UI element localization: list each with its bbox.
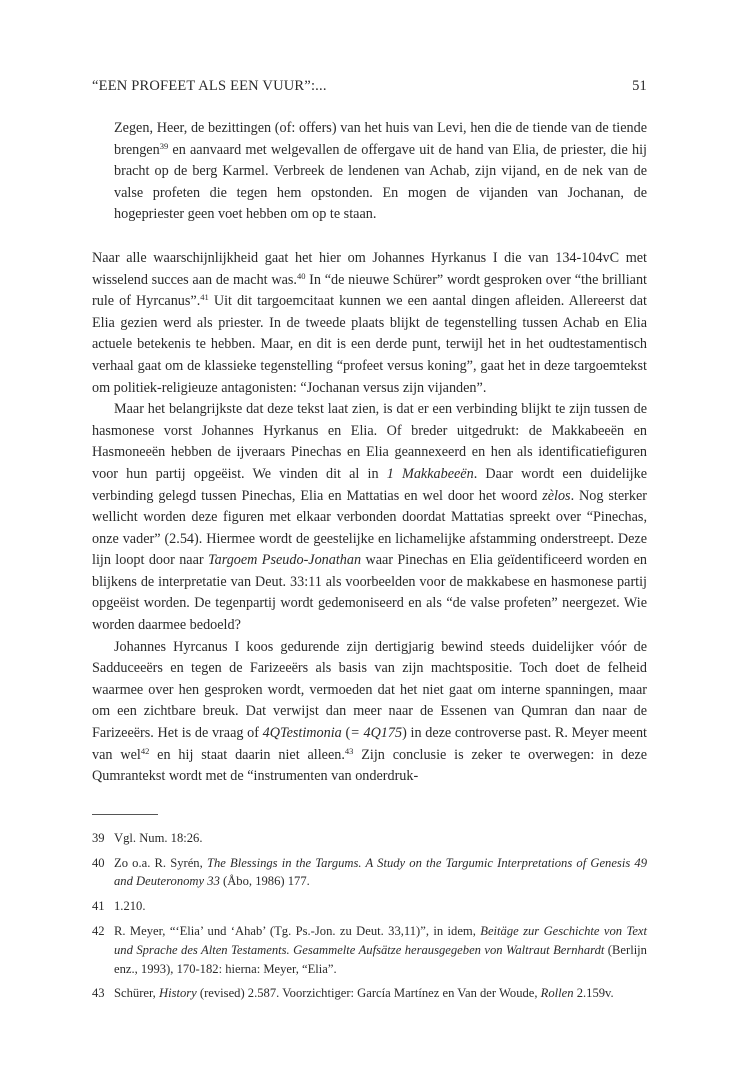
footnote-text-part: (Åbo, 1986) 177. bbox=[219, 874, 310, 889]
footnote-42 bbox=[92, 922, 647, 978]
paragraph-text: Maar het belangrijkste dat deze tekst laat zien, is dat er een verbinding blijkt te zijn tussen de hasmonese vorst Johannes Hyrkanus en Elia. Of breder uitgedrukt: de Makkabeeën en Hasmoneeën hebben de ijveraars Pinechas en Elia geannexeerd en hen als identificatiefiguren voor hun partij opgeëist. We vinden dit al in bbox=[92, 401, 647, 482]
footnote-number: 39 bbox=[92, 830, 105, 845]
footnote-text bbox=[114, 922, 647, 978]
quote-text: en aanvaard met welgevallen de offergave uit de hand van Elia, de priester, die hij bracht op de berg Karmel. Verbreek de lendenen van Achab, zijn vijand, en de nek van de valse profeten die tegen hem opstonden. En mogen de vijanden van Jochanan, de hogepriester geen voet hebben om op te staan. bbox=[114, 141, 647, 223]
footnote-italic: The Blessings in the Targums. A Study on the Targumic Interpretations of Genesis 49 and Deuteronomy 33 bbox=[114, 855, 647, 889]
paragraph-text: ) in deze controverse past. R. Meyer meent van wel bbox=[92, 725, 647, 763]
running-header bbox=[92, 78, 647, 100]
footnote-text-part: Schürer, bbox=[114, 986, 159, 1001]
footnote-ref-42[interactable]: 42 bbox=[140, 745, 150, 756]
footnotes bbox=[92, 829, 647, 1003]
footnote-text-part: 2.159v. bbox=[573, 986, 614, 1001]
paragraph-text: en hij staat daarin niet alleen. bbox=[149, 746, 345, 763]
page-number: 51 bbox=[632, 78, 647, 94]
paragraph-text: Naar alle waarschijnlijkheid gaat het hier om Johannes Hyrkanus I die van 134-104vC met wisselend succes aan de macht was. bbox=[92, 249, 647, 288]
italic-title: 1 Makkabeeën bbox=[386, 465, 474, 482]
footnote-italic: Rollen bbox=[540, 986, 574, 1001]
italic-title: 4QTestimonia bbox=[262, 725, 342, 742]
paragraph-text: Zijn conclusie is zeker te overwegen: in deze Qumrantekst wordt met de “instrumenten van onderdruk- bbox=[92, 746, 647, 785]
footnote-text-part: Zo o.a. R. Syrén, bbox=[114, 855, 207, 870]
paragraph-text: Uit dit targoemcitaat kunnen we een aantal dingen afleiden. Allereerst dat Elia gezien werd als priester. In de tweede plaats blijkt de tegenstelling tussen Achab en Elia actuele betekenis te hebben. Maar, en dit is een derde punt, terwijl het in het oudtestamentisch verhaal gaat om de klassieke tegenstelling “profeet versus koning”, gaat het in deze targoemtekst om politiek-religieuze antagonisten: “Jochanan versus zijn vijanden”. bbox=[92, 293, 647, 396]
paragraph-text: . Daar wordt een duidelijke verbinding gelegd tussen Pinechas, Elia en Mattatias en wel door het woord bbox=[92, 465, 647, 504]
italic-term: zèlos bbox=[542, 487, 571, 504]
footnote-text-part: R. Meyer, “‘Elia’ und ‘Ahab’ (Tg. Ps.-Jon. zu Deut. 33,11)”, in idem, bbox=[114, 924, 481, 938]
footnote-divider bbox=[92, 814, 158, 815]
page bbox=[92, 78, 647, 1009]
footnote-text-part: 1.210. bbox=[114, 899, 146, 914]
paragraph-text: In “de nieuwe Schürer” wordt gesproken over “the brilliant rule of Hyrcanus”. bbox=[92, 271, 648, 310]
footnote-text-part: Vgl. Num. 18:26. bbox=[114, 830, 203, 845]
footnote-number: 43 bbox=[92, 986, 105, 1001]
footnote-41 bbox=[92, 897, 647, 916]
paragraph-2 bbox=[92, 399, 647, 637]
body-text bbox=[92, 248, 647, 788]
footnote-ref-41[interactable]: 41 bbox=[200, 292, 209, 303]
block-quote bbox=[114, 118, 647, 226]
footnote-number: 42 bbox=[92, 924, 105, 938]
quote-text: Zegen, Heer, de bezittingen (of: offers) van het huis van Levi, hen die de tiende van de tiende brengen bbox=[114, 120, 647, 158]
footnote-ref-40[interactable]: 40 bbox=[296, 270, 306, 281]
footnote-italic: History bbox=[158, 986, 197, 1001]
footnote-ref-39[interactable]: 39 bbox=[159, 140, 169, 151]
paragraph-text: ( bbox=[341, 725, 351, 742]
footnote-text bbox=[114, 829, 647, 848]
footnote-text bbox=[114, 897, 647, 916]
footnote-39 bbox=[92, 829, 647, 848]
footnote-text bbox=[114, 854, 647, 892]
footnote-text-part: (revised) 2.587. Voorzichtiger: García Martínez en Van der Woude, bbox=[196, 986, 541, 1001]
running-title: “EEN PROFEET ALS EEN VUUR”:... bbox=[92, 78, 327, 94]
footnote-ref-43[interactable]: 43 bbox=[344, 745, 354, 756]
footnote-43 bbox=[92, 984, 647, 1003]
footnote-40 bbox=[92, 854, 647, 892]
quote-paragraph bbox=[114, 118, 647, 226]
footnote-text bbox=[114, 984, 647, 1003]
paragraph-3 bbox=[92, 637, 647, 788]
paragraph-1 bbox=[92, 248, 647, 399]
paragraph-text: . Nog sterker wellicht worden deze figuren met elkaar verbonden doordat Mattatias spreekt over “Pinechas, onze vader” (2.54). Hiermee wordt de geestelijke en lichamelijke afstamming onderstreept. Deze lijn loopt door naar bbox=[92, 487, 647, 569]
italic-title: = 4Q175 bbox=[350, 725, 403, 742]
footnote-text-part: (Berlijn enz., 1993), 170-182: hierna: Meyer, “Elia”. bbox=[114, 942, 647, 976]
footnote-number: 41 bbox=[92, 899, 105, 914]
italic-title: Targoem Pseudo-Jonathan bbox=[208, 552, 362, 569]
footnote-number: 40 bbox=[92, 855, 105, 870]
paragraph-text: waar Pinechas en Elia geïdentificeerd worden en blijkens de interpretatie van Deut. 33:11 als voorbeelden voor de makkabese en hasmonese partij opgeëist worden. De tegenpartij wordt gedemoniseerd en als “de valse profeten” neergezet. Wie worden daarmee bedoeld? bbox=[92, 552, 647, 634]
paragraph-text: Johannes Hyrcanus I koos gedurende zijn dertigjarig bewind steeds duidelijker vóór de Sadduceeërs en tegen de Farizeeërs als basis van zijn machtspositie. Toch doet de felheid waarmee over hen gesproken wordt, vermoeden dat het niet gaat om interne spanningen, maar om een zichtbare breuk. Dat verwijst dan meer naar de Essenen van Qumran dan naar de Farizeeërs. Het is de vraag of bbox=[92, 638, 647, 742]
footnote-italic: Beitäge zur Geschichte von Text und Sprache des Alten Testaments. Gesammelte Aufsätze herausgegeben von Waltraut Bernhardt bbox=[114, 924, 647, 957]
